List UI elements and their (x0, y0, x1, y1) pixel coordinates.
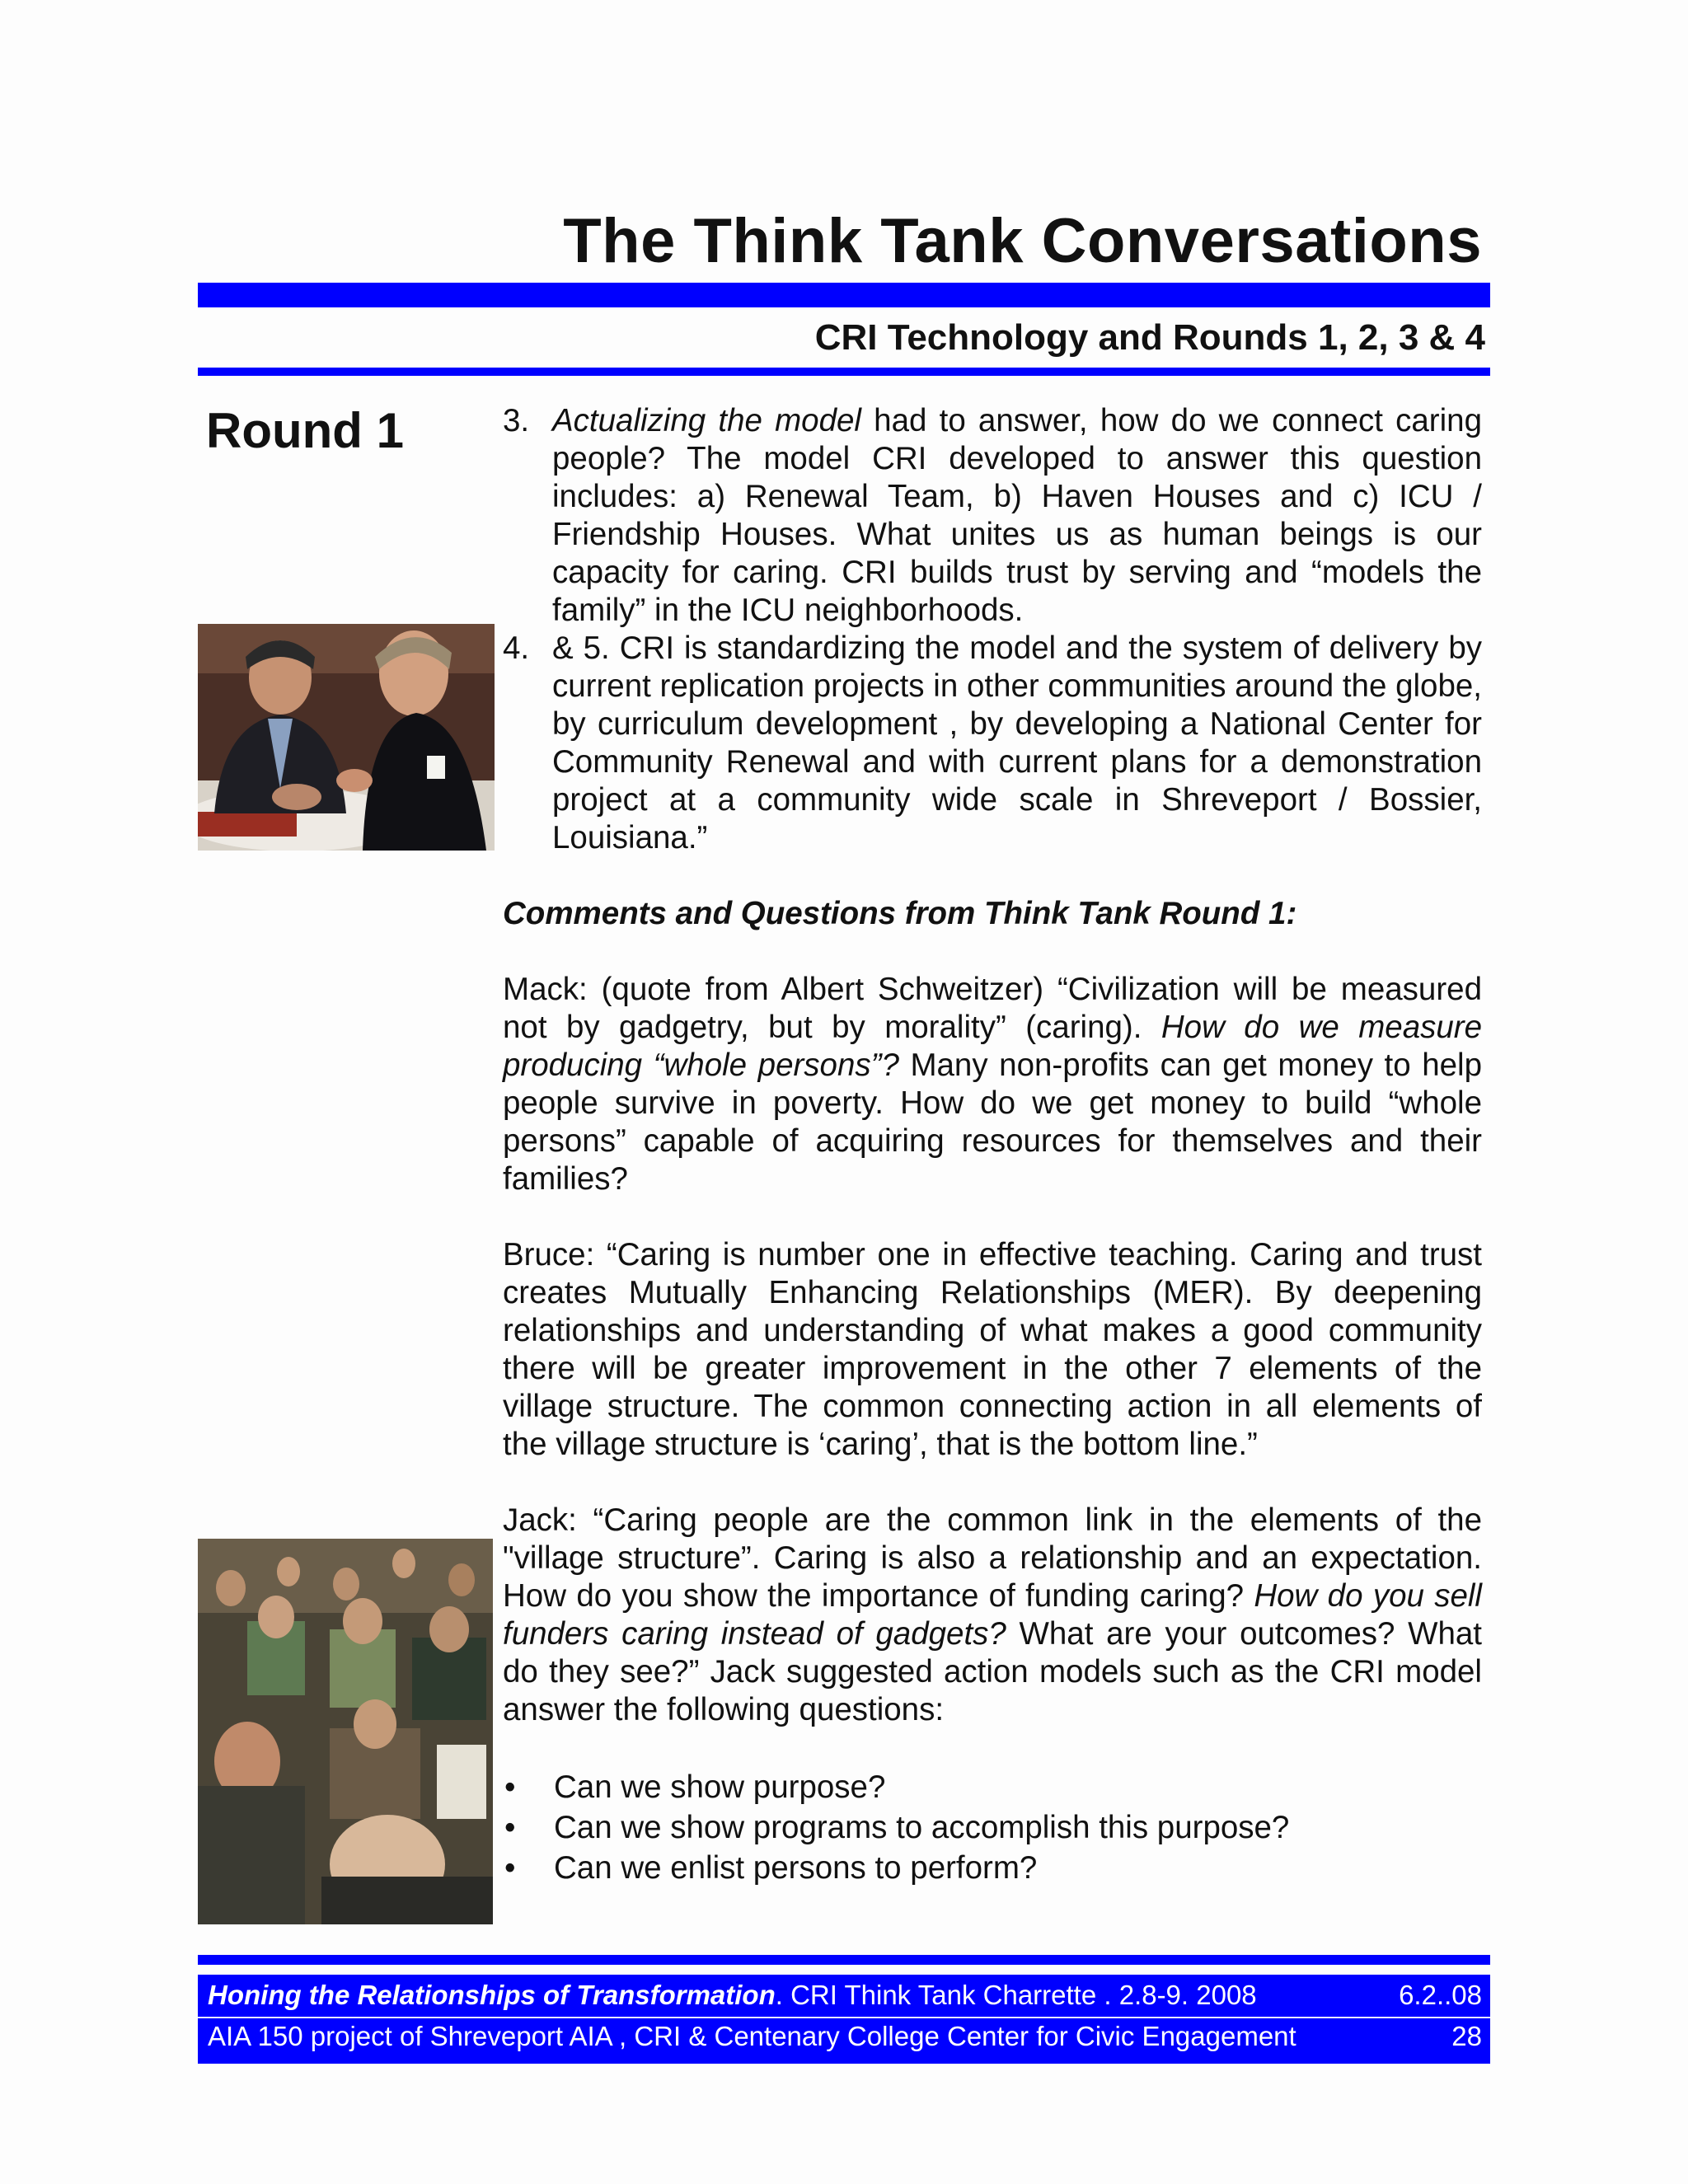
comments-heading: Comments and Questions from Think Tank Round 1: (503, 896, 1297, 931)
photo-audience-image (198, 1539, 493, 1924)
page-title: The Think Tank Conversations (563, 206, 1482, 276)
round-label: Round 1 (206, 403, 404, 458)
bullet-icon: • (504, 1769, 516, 1805)
bullet-text: Can we show programs to accomplish this purpose? (554, 1810, 1290, 1845)
footer-citation (208, 1976, 1257, 2014)
item-text: & 5. CRI is standardizing the model and the system of delivery by current replication projects in other communities around the globe, by curriculum development , by developing a National Center for Community Renewal and with current plans for a demonstration project at a community wide scale in Shreveport / Bossier, Louisiana.” (552, 630, 1482, 855)
main-text (503, 402, 1482, 1888)
list-item (503, 630, 1482, 857)
mack-italic: How do we measure producing “whole persons”? (503, 1010, 1483, 1083)
list-item (503, 402, 1482, 630)
section-subtitle: CRI Technology and Rounds 1, 2, 3 & 4 (814, 317, 1485, 358)
item-number: 4. (503, 630, 530, 666)
bullet-icon: • (504, 1810, 516, 1845)
photo-audience (198, 1539, 493, 1924)
list-item (503, 1767, 1482, 1807)
footer-date: 6.2..08 (1399, 1980, 1482, 2010)
jack-text-b: What are your outcomes? What do they see?” Jack suggested action models such as the CRI model answer the following questions: (503, 1616, 1482, 1727)
page-number: 28 (1451, 2021, 1482, 2051)
footer-project: AIA 150 project of Shreveport AIA , CRI & Centenary College Center for Civic Engagement (208, 2021, 1296, 2051)
item-text (552, 402, 1482, 630)
title-rule (198, 283, 1490, 307)
item-number: 3. (503, 403, 530, 438)
mack-text-b: Many non-profits can get money to help people survive in poverty. How do we get money to build “whole persons” capable of acquiring resources for themselves and their families? (503, 1047, 1483, 1197)
footer-line-1 (208, 1976, 1482, 2014)
paragraph-mack (503, 971, 1482, 1198)
jack-italic: How do you sell funders caring instead of gadgets? (503, 1578, 1482, 1652)
italic-phrase: Actualizing the model (552, 403, 861, 438)
footer-rule (198, 1955, 1490, 1965)
paragraph-bruce: Bruce: “Caring is number one in effective teaching. Caring and trust creates Mutually Enhancing Relationships (MER). By deepening relationships and understanding of what makes a good community there will be greater improvement in the other 7 elements of the village structure. The common connecting action in all elements of the village structure is ‘caring’, that is the bottom line.” (503, 1237, 1482, 1462)
footer-citation-rest: . CRI Think Tank Charrette . 2.8-9. 2008 (775, 1980, 1257, 2010)
question-list (503, 1767, 1482, 1888)
photo-conversation (198, 624, 495, 851)
jack-text-a: Jack: “Caring people are the common link in the elements of the "village structure”. Caring is also a relationship and an expectation. How do you show the importance of funding caring? (503, 1502, 1482, 1614)
subtitle-rule (198, 368, 1490, 376)
footer-line-2 (208, 2018, 1482, 2055)
mack-text-a: Mack: (quote from Albert Schweitzer) “Civilization will be measured not by gadgetry, but by morality” (caring). (503, 972, 1482, 1045)
list-item (503, 1848, 1482, 1888)
bullet-text: Can we show purpose? (554, 1769, 886, 1805)
item-text-rest: had to answer, how do we connect caring people? The model CRI developed to answer this question includes: a) Renewal Team, b) Haven Houses and c) ICU / Friendship Houses. What unites us as human beings is our capacity for caring. CRI builds trust by serving and “models the family” in the ICU neighborhoods. (552, 403, 1483, 628)
footer (198, 1975, 1490, 2064)
paragraph-jack (503, 1502, 1482, 1729)
photo-conversation-image (198, 624, 495, 851)
bullet-text: Can we enlist persons to perform? (554, 1850, 1038, 1886)
bullet-icon: • (504, 1850, 516, 1886)
list-item (503, 1807, 1482, 1848)
footer-citation-title: Honing the Relationships of Transformation (208, 1980, 776, 2010)
